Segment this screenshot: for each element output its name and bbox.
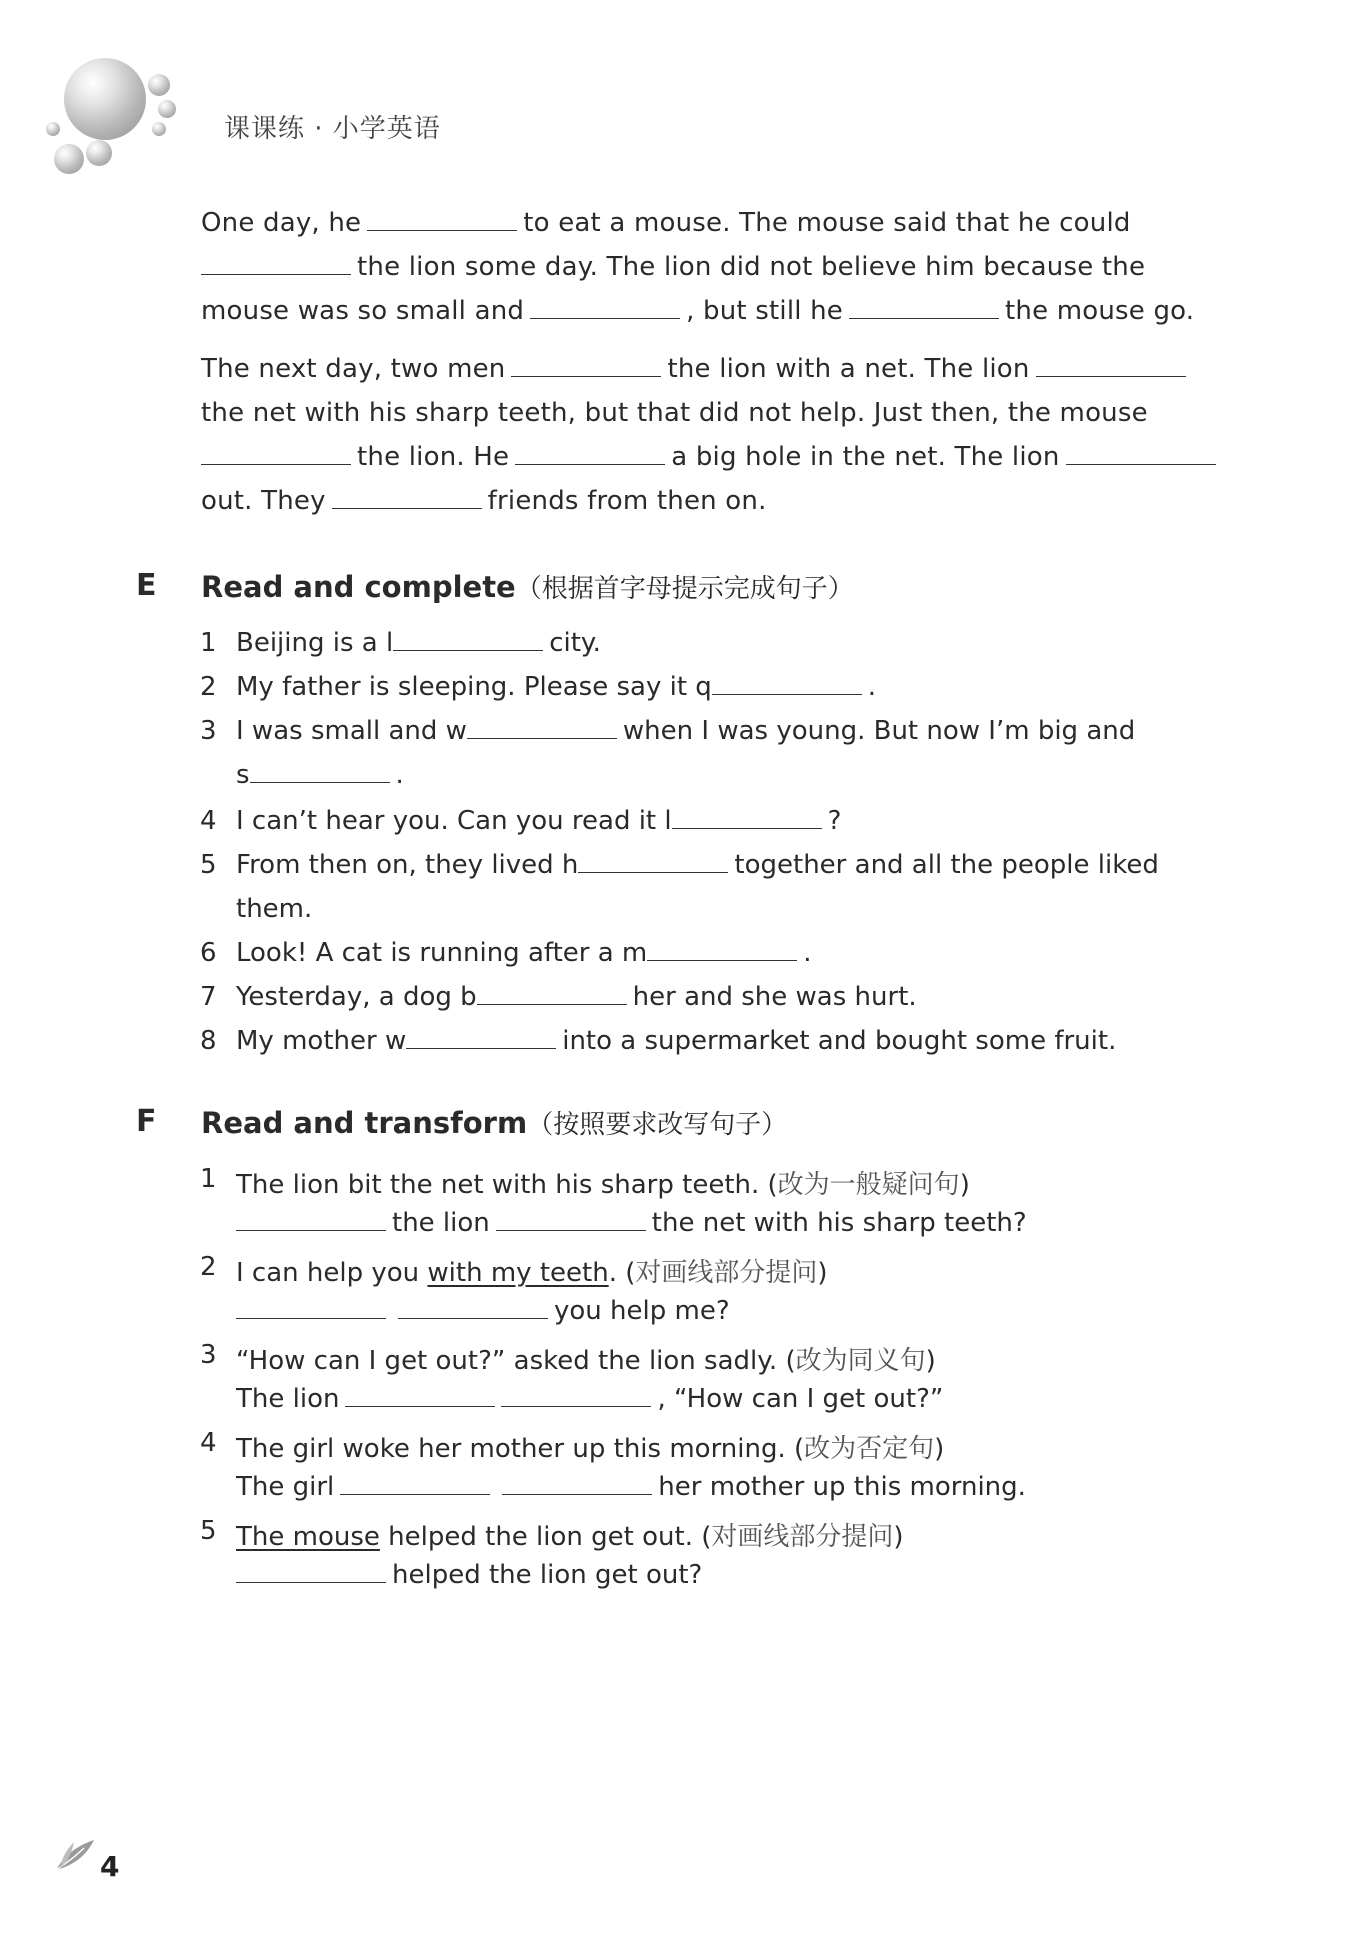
item-text: you help me? <box>554 1296 730 1326</box>
underlined-text: with my teeth <box>427 1258 609 1288</box>
item-text: The girl woke her mother up this morning. ( <box>236 1434 805 1464</box>
item-text: I was small and w <box>236 716 467 746</box>
item-text: her and she was hurt. <box>632 982 917 1012</box>
item-text: The lion bit the net with his sharp teeth. ( <box>236 1170 778 1200</box>
item-text: From then on, they lived h <box>236 850 579 880</box>
story-text: the net with his sharp teeth, but that did not help. Just then, the mouse <box>201 398 1148 428</box>
underlined-text: The mouse <box>236 1522 380 1552</box>
exercise-item-continued <box>236 894 312 924</box>
answer-blank[interactable] <box>511 375 661 377</box>
item-text: Beijing is a l <box>236 628 394 658</box>
item-text: together and all the people liked <box>734 850 1159 880</box>
story-text: , but still he <box>686 296 843 326</box>
answer-line <box>236 1296 730 1326</box>
section-letter: F <box>136 1104 157 1139</box>
answer-blank[interactable] <box>672 827 822 829</box>
answer-line <box>236 1472 1026 1502</box>
answer-blank[interactable] <box>1066 463 1216 465</box>
story-text: mouse was so small and <box>201 296 525 326</box>
item-number: 1 <box>200 628 217 658</box>
answer-blank[interactable] <box>406 1047 556 1049</box>
answer-blank[interactable] <box>515 463 665 465</box>
story-text: the lion with a net. The lion <box>667 354 1030 384</box>
answer-blank[interactable] <box>236 1229 386 1231</box>
answer-blank[interactable] <box>393 649 543 651</box>
item-text: Look! A cat is running after a m <box>236 938 648 968</box>
item-number: 5 <box>200 850 217 880</box>
instruction-cn: 改为一般疑问句 <box>777 1170 960 1200</box>
instruction-cn: 对画线部分提问 <box>711 1522 894 1552</box>
answer-blank[interactable] <box>398 1317 548 1319</box>
answer-blank[interactable] <box>647 959 797 961</box>
answer-blank[interactable] <box>502 1493 652 1495</box>
exercise-item <box>236 1026 1116 1056</box>
answer-blank[interactable] <box>1036 375 1186 377</box>
exercise-item <box>236 716 1135 746</box>
item-text: helped the lion get out? <box>392 1560 703 1590</box>
story-text: to eat a mouse. The mouse said that he could <box>523 208 1131 238</box>
item-text: ) <box>925 1346 936 1376</box>
item-text: The girl <box>236 1472 335 1502</box>
item-number: 8 <box>200 1026 217 1056</box>
story-line <box>201 356 1192 382</box>
instruction-cn: 改为否定句 <box>804 1434 935 1464</box>
answer-blank[interactable] <box>530 317 680 319</box>
item-text: . <box>867 672 877 702</box>
item-text: helped the lion get out. ( <box>379 1522 712 1552</box>
story-text: out. They <box>201 486 326 516</box>
item-text: ) <box>817 1258 828 1288</box>
answer-blank[interactable] <box>236 1581 386 1583</box>
answer-blank[interactable] <box>236 1317 386 1319</box>
instruction-cn: 对画线部分提问 <box>635 1258 818 1288</box>
story-line <box>201 488 767 514</box>
answer-line <box>236 1384 943 1414</box>
story-line <box>201 400 1148 426</box>
section-letter: E <box>136 568 157 603</box>
section-title <box>201 568 854 605</box>
story-text: a big hole in the net. The lion <box>671 442 1060 472</box>
item-text: s <box>236 760 250 790</box>
exercise-item <box>236 982 917 1012</box>
item-text: , “How can I get out?” <box>657 1384 944 1414</box>
item-number: 7 <box>200 982 217 1012</box>
section-title-en: Read and complete <box>201 570 516 604</box>
exercise-item <box>236 1340 936 1377</box>
item-text: her mother up this morning. <box>658 1472 1026 1502</box>
exercise-item <box>236 850 1159 880</box>
answer-blank[interactable] <box>712 693 862 695</box>
item-text: My mother w <box>236 1026 407 1056</box>
story-line <box>201 444 1222 470</box>
item-text: I can’t hear you. Can you read it l <box>236 806 672 836</box>
story-text: The next day, two men <box>201 354 506 384</box>
answer-blank[interactable] <box>201 273 351 275</box>
story-line <box>201 298 1194 324</box>
story-text: friends from then on. <box>487 486 767 516</box>
section-title <box>201 1104 787 1141</box>
exercise-item-continued <box>236 760 404 790</box>
answer-blank[interactable] <box>367 229 517 231</box>
item-text: ) <box>959 1170 970 1200</box>
story-line <box>201 210 1131 236</box>
item-text: . ( <box>608 1258 636 1288</box>
answer-blank[interactable] <box>250 781 390 783</box>
item-text: Yesterday, a dog b <box>236 982 477 1012</box>
exercise-item <box>236 1164 970 1201</box>
item-text: ) <box>934 1434 945 1464</box>
page-number: 4 <box>100 1850 120 1883</box>
answer-line <box>236 1560 702 1590</box>
answer-blank[interactable] <box>496 1229 646 1231</box>
leaf-icon <box>54 1838 98 1872</box>
section-title-cn: （根据首字母提示完成句子） <box>515 574 854 604</box>
item-text: ? <box>827 806 842 836</box>
item-text: I can help you <box>236 1258 428 1288</box>
story-text: the lion some day. The lion did not believe him because the <box>357 252 1146 282</box>
item-number: 4 <box>200 1428 217 1458</box>
section-title-cn: （按照要求改写句子） <box>527 1110 788 1140</box>
exercise-item <box>236 628 601 658</box>
answer-blank[interactable] <box>477 1003 627 1005</box>
item-number: 3 <box>200 1340 217 1370</box>
item-number: 5 <box>200 1516 217 1546</box>
answer-blank[interactable] <box>467 737 617 739</box>
answer-blank[interactable] <box>578 871 728 873</box>
item-text: the net with his sharp teeth? <box>651 1208 1027 1238</box>
story-text: the mouse go. <box>1005 296 1195 326</box>
item-text: ) <box>893 1522 904 1552</box>
item-number: 6 <box>200 938 217 968</box>
answer-blank[interactable] <box>849 317 999 319</box>
book-title: 课课练 · 小学英语 <box>224 114 441 144</box>
answer-blank[interactable] <box>340 1493 490 1495</box>
answer-blank[interactable] <box>201 463 351 465</box>
exercise-item <box>236 938 812 968</box>
item-text: “How can I get out?” asked the lion sadly. ( <box>236 1346 796 1376</box>
instruction-cn: 改为同义句 <box>795 1346 926 1376</box>
exercise-item <box>236 1428 944 1465</box>
item-text: them. <box>236 894 313 924</box>
story-text: One day, he <box>201 208 362 238</box>
exercise-item <box>236 1252 828 1289</box>
item-number: 3 <box>200 716 217 746</box>
item-text: My father is sleeping. Please say it q <box>236 672 712 702</box>
item-text: into a supermarket and bought some fruit. <box>562 1026 1117 1056</box>
exercise-item <box>236 1516 904 1553</box>
answer-blank[interactable] <box>501 1405 651 1407</box>
answer-line <box>236 1208 1027 1238</box>
item-number: 2 <box>200 672 217 702</box>
item-text: . <box>395 760 404 790</box>
item-number: 4 <box>200 806 217 836</box>
exercise-item <box>236 806 841 836</box>
item-text: the lion <box>392 1208 490 1238</box>
item-text: The lion <box>236 1384 340 1414</box>
story-text: the lion. He <box>357 442 510 472</box>
item-text: city. <box>549 628 601 658</box>
section-title-en: Read and transform <box>201 1106 528 1140</box>
item-text: . <box>803 938 812 968</box>
exercise-item <box>236 672 876 702</box>
answer-blank[interactable] <box>345 1405 495 1407</box>
item-text: when I was young. But now I’m big and <box>622 716 1136 746</box>
bubble-decoration <box>40 50 190 190</box>
item-number: 2 <box>200 1252 217 1282</box>
story-line <box>201 254 1145 280</box>
item-number: 1 <box>200 1164 217 1194</box>
answer-blank[interactable] <box>332 507 482 509</box>
